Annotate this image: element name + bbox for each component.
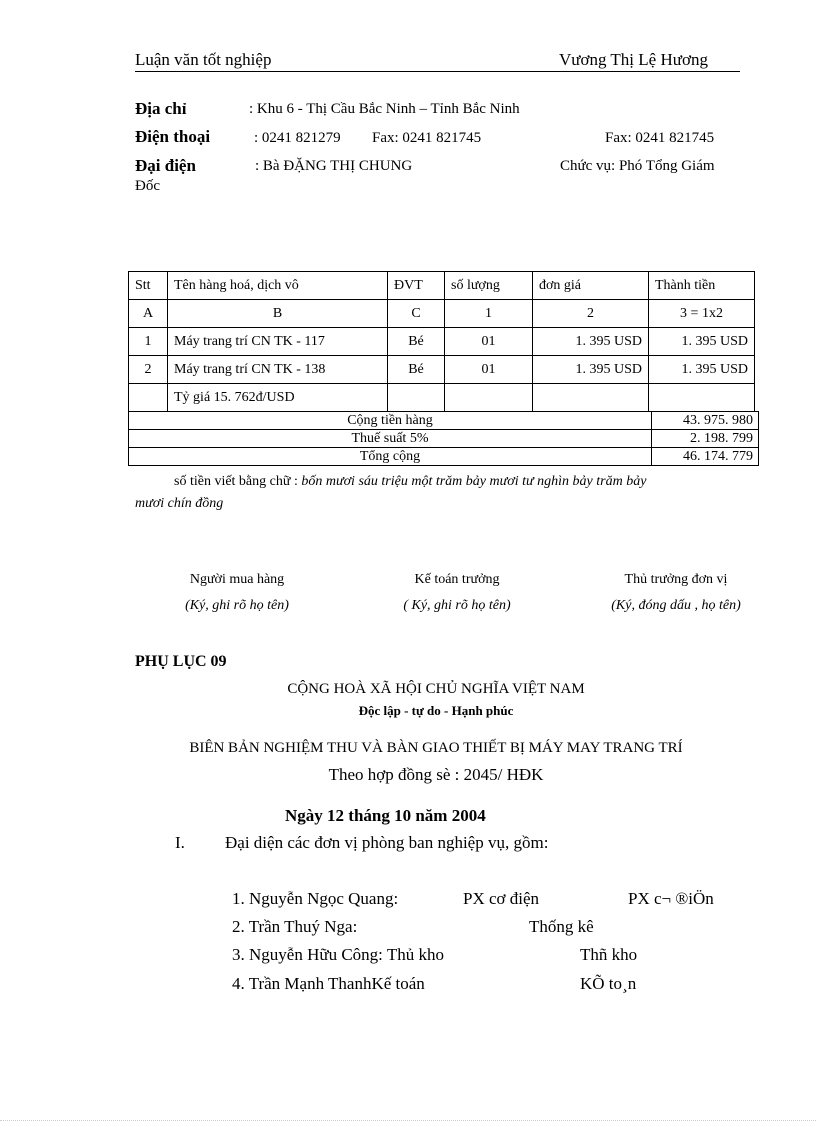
member-dept-extra: PX c¬ ®iÖn — [628, 889, 714, 908]
table-cell: Máy trang trí CN TK - 117 — [168, 328, 388, 356]
position-value: Chức vụ: Phó Tổng Giám — [560, 158, 715, 174]
signature-accountant-title: Kế toán trưởng — [414, 572, 500, 587]
table-cell — [649, 384, 755, 412]
table-cell: 1. 395 USD — [649, 356, 755, 384]
table-cell: 1 — [129, 328, 168, 356]
col-header: ĐVT — [388, 272, 445, 300]
invoice-table — [128, 271, 755, 412]
col-header: Tên hàng hoá, dịch vô — [168, 272, 388, 300]
table-row — [129, 328, 755, 356]
table-row — [129, 356, 755, 384]
table-cell: A — [129, 300, 168, 328]
address-label: Địa chỉ — [135, 99, 187, 118]
section-heading: Đại diện các đơn vị phòng ban nghiệp vụ, gồm: — [225, 833, 549, 852]
totals-label: Tổng cộng — [129, 448, 652, 466]
totals-label: Thuế suất 5% — [129, 430, 652, 448]
table-cell: C — [388, 300, 445, 328]
fax-value-2: Fax: 0241 821745 — [605, 130, 715, 146]
header-left: Luận văn tốt nghiệp — [135, 50, 272, 69]
signature-buyer-note: (Ký, ghi rõ họ tên) — [185, 598, 289, 613]
rep-value: : Bà ĐẶNG THỊ CHUNG — [255, 158, 413, 174]
document-title: BIÊN BẢN NGHIỆM THU VÀ BÀN GIAO THIẾT BỊ MÁY MAY TRANG TRÍ — [189, 740, 683, 756]
position-continued: Đốc — [135, 178, 160, 194]
table-cell — [129, 384, 168, 412]
member-dept: KÕ to¸n — [580, 974, 637, 993]
appendix-title: PHỤ LỤC 09 — [135, 653, 227, 670]
table-cell: Tỷ giá 15. 762đ/USD — [168, 384, 388, 412]
document-date: Ngày 12 tháng 10 năm 2004 — [285, 806, 486, 825]
table-cell: 1. 395 USD — [533, 356, 649, 384]
table-cell: 01 — [445, 356, 533, 384]
table-cell: 2 — [533, 300, 649, 328]
amount-words-line2: mươi chín đồng — [135, 496, 224, 511]
address-value: : Khu 6 - Thị Cầu Bắc Ninh – Tỉnh Bắc Ninh — [249, 101, 520, 117]
nation-title: CỘNG HOÀ XÃ HỘI CHỦ NGHĨA VIỆT NAM — [287, 681, 585, 697]
col-header: Stt — [129, 272, 168, 300]
header-right: Vương Thị Lệ Hương — [559, 50, 708, 69]
table-cell: 1. 395 USD — [649, 328, 755, 356]
totals-row — [129, 430, 759, 448]
contract-reference: Theo hợp đồng sè : 2045/ HĐK — [328, 765, 544, 784]
amount-words-line1 — [174, 474, 646, 490]
table-cell: 1. 395 USD — [533, 328, 649, 356]
totals-value: 46. 174. 779 — [652, 448, 759, 466]
national-motto: Độc lập - tự do - Hạnh phúc — [358, 703, 514, 718]
signature-head-note: (Ký, đóng dấu , họ tên) — [611, 598, 741, 613]
amount-words-text: bốn mươi sáu triệu một trăm bảy mươi tư nghìn bảy trăm bảy — [301, 474, 647, 489]
fax-value-1: Fax: 0241 821745 — [372, 130, 482, 146]
col-header: Thành tiền — [649, 272, 755, 300]
table-cell: Bé — [388, 356, 445, 384]
table-cell: B — [168, 300, 388, 328]
section-number: I. — [175, 833, 185, 852]
totals-value: 2. 198. 799 — [652, 430, 759, 448]
table-cell — [533, 384, 649, 412]
member-dept: Thống kê — [529, 917, 594, 936]
table-cell: 1 — [445, 300, 533, 328]
col-header: đơn giá — [533, 272, 649, 300]
phone-value: : 0241 821279 — [254, 130, 341, 146]
table-cell: 01 — [445, 328, 533, 356]
member-name: 2. Trần Thuý Nga: — [232, 917, 358, 936]
table-cell: 2 — [129, 356, 168, 384]
totals-label: Cộng tiền hàng — [129, 412, 652, 430]
table-cell: 3 = 1x2 — [649, 300, 755, 328]
rep-label: Đại điện — [135, 156, 196, 175]
member-dept: PX cơ điện — [463, 889, 540, 908]
totals-row — [129, 448, 759, 466]
table-header-row — [129, 272, 755, 300]
member-name: 3. Nguyễn Hữu Công: Thủ kho — [232, 945, 444, 964]
table-cell: Bé — [388, 328, 445, 356]
table-cell — [388, 384, 445, 412]
col-header: số lượng — [445, 272, 533, 300]
signature-buyer-title: Người mua hàng — [189, 572, 285, 587]
phone-label: Điện thoại — [135, 127, 211, 146]
header-divider — [135, 71, 740, 72]
signature-head-title: Thủ trưởng đơn vị — [624, 572, 728, 587]
totals-table — [128, 411, 759, 466]
table-row — [129, 384, 755, 412]
totals-value: 43. 975. 980 — [652, 412, 759, 430]
table-cell: Máy trang trí CN TK - 138 — [168, 356, 388, 384]
signature-accountant-note: ( Ký, ghi rõ họ tên) — [403, 598, 511, 613]
table-code-row — [129, 300, 755, 328]
amount-words-prefix: số tiền viết bằng chữ : — [174, 474, 298, 489]
totals-row — [129, 412, 759, 430]
table-cell — [445, 384, 533, 412]
member-dept: Thñ kho — [580, 945, 638, 964]
page-bottom-border — [0, 1120, 816, 1121]
member-name: 1. Nguyễn Ngọc Quang: — [232, 889, 399, 908]
member-name: 4. Trần Mạnh ThanhKế toán — [232, 974, 425, 993]
